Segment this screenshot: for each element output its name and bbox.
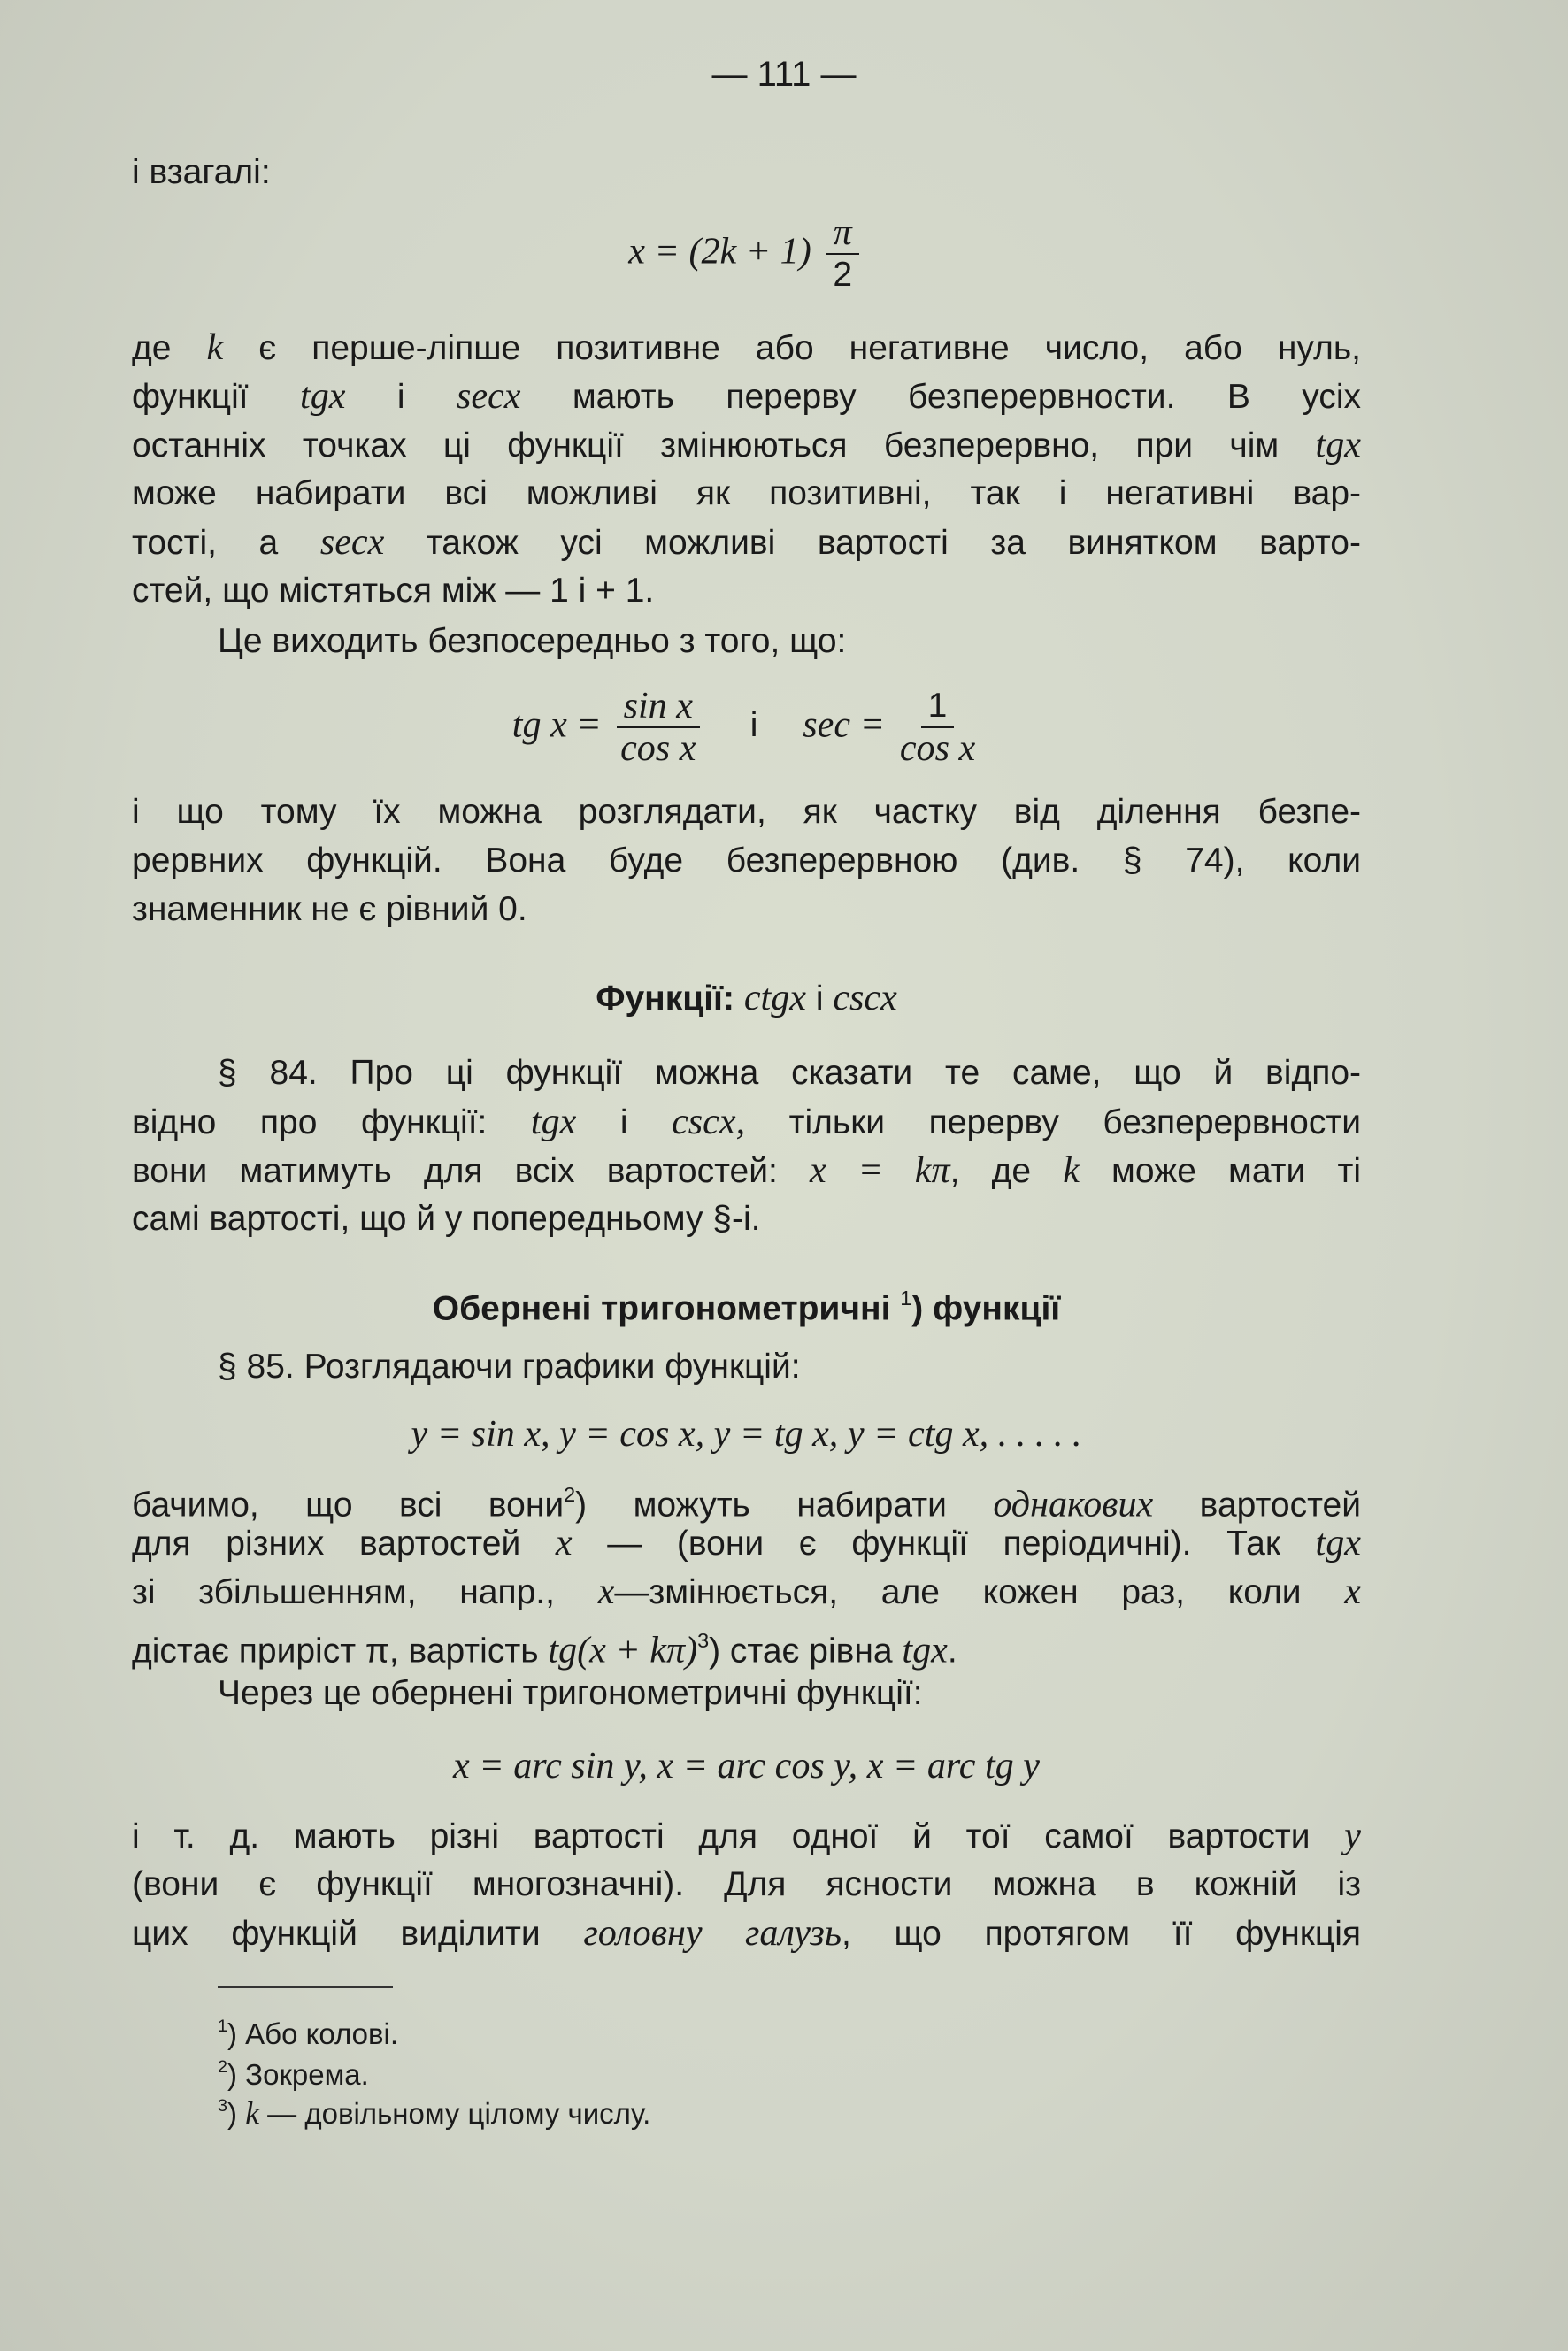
text-segment: тості, а	[132, 524, 320, 562]
math-expression: tgx	[1315, 1522, 1361, 1563]
fraction	[900, 686, 975, 769]
math-expression: x	[597, 1571, 615, 1612]
text-segment: де	[132, 329, 207, 367]
math-expression: secx	[319, 521, 385, 563]
text-segment: стей, що містяться між — 1 і + 1.	[132, 572, 655, 610]
text-line	[132, 1521, 1361, 1566]
formula-tg-sec	[132, 686, 1361, 769]
formula-lhs: tg x =	[511, 703, 602, 746]
text-line	[132, 569, 1361, 613]
text-segment: § 84. Про ці функції можна сказати те саме, що й відпо-	[218, 1054, 1361, 1092]
text-line	[132, 1618, 1361, 1673]
denominator: cos x	[899, 727, 976, 769]
math-expression: y	[1344, 1815, 1361, 1856]
footnote	[218, 2049, 369, 2093]
text-segment: для різних вартостей	[132, 1525, 556, 1563]
bold-text: ) функції	[911, 1289, 1061, 1328]
text-line	[132, 1472, 1361, 1527]
formula-lhs: sec =	[803, 703, 885, 746]
fraction	[617, 686, 700, 769]
text-segment: самі вартості, що й у попередньому §-і.	[132, 1200, 761, 1238]
math-expression: tgx	[902, 1629, 948, 1671]
math-expression: ctgx	[743, 977, 806, 1018]
math-expression: x	[1344, 1571, 1361, 1612]
text-segment: Через це обернені тригонометричні функції:	[218, 1674, 923, 1712]
text-segment: зі збільшенням, напр.,	[132, 1573, 598, 1611]
math-expression: tg(x + kπ)	[548, 1629, 698, 1671]
text-line	[132, 839, 1361, 883]
formula-trig-functions	[132, 1412, 1361, 1457]
text-segment: також усі можливі вартості за винятком варто-	[384, 524, 1361, 562]
math-expression: tgx	[530, 1101, 577, 1142]
text-line	[132, 1863, 1361, 1907]
text-line	[132, 1814, 1361, 1859]
text-line	[132, 520, 1361, 565]
formula-lhs: x = (2k + 1)	[628, 230, 811, 273]
math-expression: k	[206, 327, 224, 368]
text-segment: і що тому їх можна розглядати, як частку від ділення безпе-	[132, 793, 1361, 831]
conjunction: і	[749, 706, 758, 745]
text-segment: , де	[949, 1152, 1064, 1190]
text-segment: бачимо, що всі вони	[132, 1486, 565, 1525]
text-segment: знаменник не є рівний 0.	[132, 890, 527, 928]
text-segment: вони матимуть для всіх вартостей:	[132, 1152, 811, 1190]
text-segment: )	[227, 2096, 246, 2130]
denominator: 2	[833, 256, 853, 294]
text-line	[218, 1051, 1361, 1095]
text-line	[132, 472, 1361, 516]
footnote-divider	[218, 1986, 393, 1988]
text-segment: Це виходить безпосередньо з того, що:	[218, 622, 847, 660]
text-line	[218, 619, 1361, 664]
text-segment: .	[947, 1632, 957, 1671]
text-line	[218, 1345, 1361, 1389]
math-expression: secx	[456, 375, 521, 417]
math-expression: x = arc sin y, x = arc cos y, x = arc tg y	[453, 1745, 1040, 1786]
text-segment: — довільному цілому числу.	[259, 2096, 651, 2130]
math-expression: cscx	[833, 977, 897, 1018]
text-segment: і т. д. мають різні вартості для одної й тої самої вартости	[132, 1817, 1345, 1855]
section-heading	[132, 1276, 1361, 1331]
text-segment: мають перерву безперервности. В усіх	[520, 378, 1361, 416]
text-line	[132, 374, 1361, 419]
footnote-marker: 2	[218, 2057, 228, 2077]
numerator: sin x	[617, 686, 700, 728]
footnote-marker: 1	[218, 2017, 228, 2036]
footnote-marker: 3	[218, 2096, 228, 2116]
text-segment: може набирати всі можливі як позитивні, так і негативні вар-	[132, 474, 1361, 512]
text-segment: ) Або колові.	[227, 2017, 399, 2050]
footnote-marker: 3	[697, 1629, 710, 1652]
text-line	[132, 887, 1361, 932]
text-line	[132, 1570, 1361, 1615]
math-expression: k	[1063, 1149, 1080, 1191]
math-expression: k	[245, 2094, 259, 2131]
footnote	[218, 2009, 398, 2052]
formula-x-2k-plus-1	[132, 212, 1361, 296]
section-heading	[132, 976, 1361, 1021]
text-line	[132, 1100, 1361, 1145]
bold-text: Функції:	[596, 980, 744, 1018]
text-segment: ) Зокрема.	[227, 2057, 369, 2091]
text-segment: функції	[132, 378, 301, 416]
text-segment: ) можуть набирати	[575, 1486, 994, 1525]
math-expression: cscx,	[672, 1101, 746, 1142]
page-number: — 111 —	[711, 55, 857, 94]
text-line	[132, 423, 1361, 468]
text-line	[132, 790, 1361, 834]
text-segment: вартостей	[1153, 1486, 1362, 1525]
text-segment: —змінюється, але кожен раз, коли	[614, 1573, 1345, 1611]
math-expression: однакових	[993, 1483, 1154, 1525]
footnote-marker: 2	[564, 1483, 576, 1506]
text-segment: дістає приріст π, вартість	[132, 1632, 549, 1671]
text-segment: і	[345, 378, 457, 416]
footnote-marker: 1	[900, 1287, 912, 1310]
math-expression: y = sin x, y = cos x, y = tg x, y = ctg x, . . . . .	[411, 1413, 1082, 1455]
text-segment: , що протягом її функція	[842, 1915, 1361, 1953]
footnote	[218, 2088, 650, 2132]
text-line: і взагалі:	[132, 153, 271, 191]
text-segment: і	[576, 1103, 673, 1141]
text-segment: відно про функції:	[132, 1103, 531, 1141]
text-line	[132, 1149, 1361, 1194]
text-segment: і	[805, 980, 834, 1018]
text-segment: може мати ті	[1079, 1152, 1362, 1190]
text-segment: є перше-ліпше позитивне або негативне число, або нуль,	[223, 329, 1361, 367]
text-segment: рервних функцій. Вона буде безперервною (див. § 74), коли	[132, 841, 1361, 880]
math-expression: tgx	[1315, 424, 1361, 465]
denominator: cos x	[620, 727, 696, 769]
math-expression: головну галузь	[583, 1912, 842, 1954]
numerator: 1	[921, 686, 955, 728]
text-segment: § 85. Розглядаючи графики функцій:	[218, 1348, 801, 1386]
numerator: π	[826, 212, 859, 255]
text-segment: цих функцій виділити	[132, 1915, 584, 1953]
text-line	[132, 1197, 1361, 1241]
text-segment: ) стає рівна	[709, 1632, 903, 1671]
math-expression: tgx	[300, 375, 346, 417]
formula-arc-functions	[132, 1744, 1361, 1789]
text-segment: (вони є функції многозначні). Для ясности можна в кожній із	[132, 1865, 1361, 1903]
text-segment: тільки перерву безперервности	[745, 1103, 1361, 1141]
text-line	[132, 1911, 1361, 1956]
text-line	[218, 1671, 1361, 1716]
text-line	[132, 326, 1361, 371]
math-expression: x = kπ	[810, 1149, 950, 1191]
text-segment: останніх точках ці функції змінюються безперервно, при чім	[132, 426, 1316, 465]
fraction	[826, 212, 859, 296]
text-segment: — (вони є функції періодичні). Так	[572, 1525, 1316, 1563]
math-expression: x	[555, 1522, 573, 1563]
bold-text: Обернені тригонометричні	[432, 1289, 901, 1328]
